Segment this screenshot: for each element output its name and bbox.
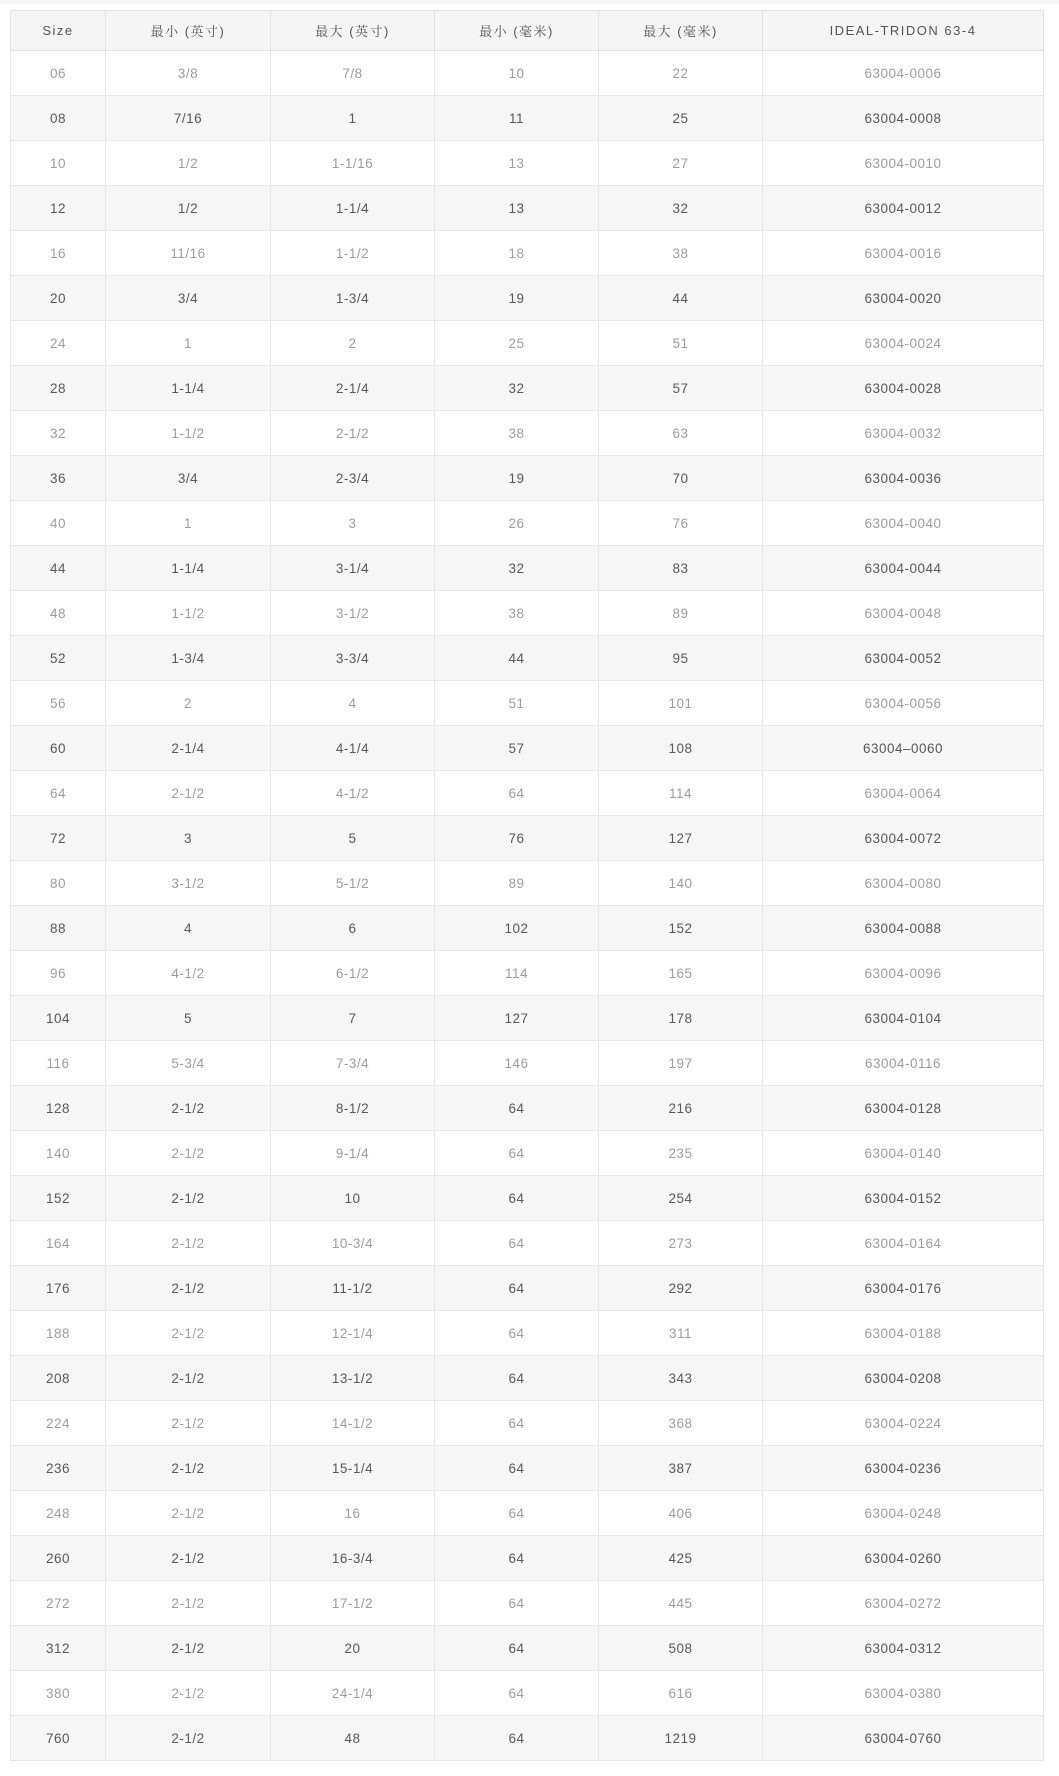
table-cell: 178 bbox=[599, 996, 763, 1041]
table-cell: 7/8 bbox=[271, 51, 435, 96]
table-cell: 311 bbox=[599, 1311, 763, 1356]
table-cell: 508 bbox=[599, 1626, 763, 1671]
table-cell: 64 bbox=[435, 1401, 599, 1446]
table-cell: 760 bbox=[11, 1716, 106, 1761]
table-cell: 343 bbox=[599, 1356, 763, 1401]
table-cell: 152 bbox=[599, 906, 763, 951]
table-cell: 2-1/2 bbox=[106, 1671, 271, 1716]
table-cell: 425 bbox=[599, 1536, 763, 1581]
table-cell: 63004-0032 bbox=[763, 411, 1044, 456]
table-cell: 51 bbox=[435, 681, 599, 726]
table-cell: 63004-0140 bbox=[763, 1131, 1044, 1176]
table-cell: 2-3/4 bbox=[271, 456, 435, 501]
table-row bbox=[11, 411, 1044, 456]
table-cell: 128 bbox=[11, 1086, 106, 1131]
table-cell: 3-3/4 bbox=[271, 636, 435, 681]
table-cell: 1 bbox=[106, 501, 271, 546]
table-cell: 1-1/4 bbox=[271, 186, 435, 231]
table-cell: 4-1/2 bbox=[271, 771, 435, 816]
column-header-5: IDEAL-TRIDON 63-4 bbox=[763, 11, 1044, 51]
table-cell: 57 bbox=[435, 726, 599, 771]
table-cell: 32 bbox=[435, 366, 599, 411]
table-cell: 19 bbox=[435, 456, 599, 501]
table-cell: 2-1/2 bbox=[106, 1221, 271, 1266]
table-row bbox=[11, 96, 1044, 141]
table-row bbox=[11, 321, 1044, 366]
table-cell: 63004-0036 bbox=[763, 456, 1044, 501]
table-cell: 52 bbox=[11, 636, 106, 681]
table-cell: 72 bbox=[11, 816, 106, 861]
table-cell: 11-1/2 bbox=[271, 1266, 435, 1311]
table-cell: 36 bbox=[11, 456, 106, 501]
table-row bbox=[11, 231, 1044, 276]
table-cell: 63004-0152 bbox=[763, 1176, 1044, 1221]
table-row bbox=[11, 1581, 1044, 1626]
table-cell: 10 bbox=[271, 1176, 435, 1221]
table-cell: 14-1/2 bbox=[271, 1401, 435, 1446]
table-cell: 188 bbox=[11, 1311, 106, 1356]
table-cell: 96 bbox=[11, 951, 106, 996]
table-cell: 89 bbox=[599, 591, 763, 636]
table-cell: 2-1/2 bbox=[106, 1716, 271, 1761]
table-row bbox=[11, 861, 1044, 906]
table-cell: 76 bbox=[435, 816, 599, 861]
table-cell: 3-1/2 bbox=[271, 591, 435, 636]
table-cell: 60 bbox=[11, 726, 106, 771]
table-cell: 2-1/2 bbox=[106, 1131, 271, 1176]
table-row bbox=[11, 636, 1044, 681]
table-cell: 25 bbox=[435, 321, 599, 366]
table-row bbox=[11, 681, 1044, 726]
table-cell: 63004-0012 bbox=[763, 186, 1044, 231]
table-cell: 63004-0006 bbox=[763, 51, 1044, 96]
table-cell: 63004-0010 bbox=[763, 141, 1044, 186]
table-cell: 64 bbox=[435, 1311, 599, 1356]
table-cell: 63004-0116 bbox=[763, 1041, 1044, 1086]
table-cell: 2-1/2 bbox=[271, 411, 435, 456]
table-row bbox=[11, 906, 1044, 951]
table-cell: 2-1/2 bbox=[106, 1311, 271, 1356]
table-cell: 64 bbox=[435, 1536, 599, 1581]
table-cell: 254 bbox=[599, 1176, 763, 1221]
table-cell: 32 bbox=[11, 411, 106, 456]
table-cell: 64 bbox=[435, 1671, 599, 1716]
table-cell: 26 bbox=[435, 501, 599, 546]
table-row bbox=[11, 996, 1044, 1041]
table-cell: 1-1/2 bbox=[106, 411, 271, 456]
table-cell: 57 bbox=[599, 366, 763, 411]
table-cell: 7/16 bbox=[106, 96, 271, 141]
table-cell: 292 bbox=[599, 1266, 763, 1311]
table-cell: 56 bbox=[11, 681, 106, 726]
table-cell: 9-1/4 bbox=[271, 1131, 435, 1176]
table-cell: 64 bbox=[435, 1131, 599, 1176]
table-cell: 70 bbox=[599, 456, 763, 501]
table-cell: 2-1/2 bbox=[106, 1446, 271, 1491]
table-cell: 63004-0020 bbox=[763, 276, 1044, 321]
table-cell: 63004-0064 bbox=[763, 771, 1044, 816]
table-cell: 63004-0080 bbox=[763, 861, 1044, 906]
table-row bbox=[11, 1446, 1044, 1491]
table-row bbox=[11, 51, 1044, 96]
table-cell: 101 bbox=[599, 681, 763, 726]
table-cell: 2-1/2 bbox=[106, 1086, 271, 1131]
table-cell: 83 bbox=[599, 546, 763, 591]
table-row bbox=[11, 276, 1044, 321]
table-cell: 3 bbox=[271, 501, 435, 546]
table-cell: 10 bbox=[435, 51, 599, 96]
table-cell: 1 bbox=[106, 321, 271, 366]
table-row bbox=[11, 1626, 1044, 1671]
table-cell: 63004-0040 bbox=[763, 501, 1044, 546]
table-cell: 2-1/2 bbox=[106, 1266, 271, 1311]
table-cell: 63004-0248 bbox=[763, 1491, 1044, 1536]
table-cell: 64 bbox=[11, 771, 106, 816]
column-header-4: 最大 (毫米) bbox=[599, 11, 763, 51]
table-cell: 1-1/4 bbox=[106, 546, 271, 591]
table-cell: 2-1/2 bbox=[106, 1491, 271, 1536]
table-cell: 2-1/2 bbox=[106, 1626, 271, 1671]
table-cell: 22 bbox=[599, 51, 763, 96]
table-header-row bbox=[11, 11, 1044, 51]
table-cell: 272 bbox=[11, 1581, 106, 1626]
table-cell: 2 bbox=[106, 681, 271, 726]
table-cell: 48 bbox=[11, 591, 106, 636]
table-cell: 63004-0024 bbox=[763, 321, 1044, 366]
table-cell: 260 bbox=[11, 1536, 106, 1581]
column-header-3: 最小 (毫米) bbox=[435, 11, 599, 51]
table-cell: 273 bbox=[599, 1221, 763, 1266]
table-cell: 2-1/2 bbox=[106, 1176, 271, 1221]
table-cell: 11 bbox=[435, 96, 599, 141]
table-cell: 63004-0052 bbox=[763, 636, 1044, 681]
table-cell: 6 bbox=[271, 906, 435, 951]
table-cell: 16-3/4 bbox=[271, 1536, 435, 1581]
table-row bbox=[11, 501, 1044, 546]
table-cell: 2-1/4 bbox=[106, 726, 271, 771]
table-cell: 63004-0272 bbox=[763, 1581, 1044, 1626]
table-cell: 20 bbox=[271, 1626, 435, 1671]
table-cell: 3 bbox=[106, 816, 271, 861]
table-cell: 140 bbox=[599, 861, 763, 906]
table-cell: 63004-0224 bbox=[763, 1401, 1044, 1446]
table-cell: 24 bbox=[11, 321, 106, 366]
column-header-2: 最大 (英寸) bbox=[271, 11, 435, 51]
table-row bbox=[11, 1401, 1044, 1446]
table-cell: 88 bbox=[11, 906, 106, 951]
table-cell: 63004-0056 bbox=[763, 681, 1044, 726]
table-cell: 63004-0028 bbox=[763, 366, 1044, 411]
table-cell: 63004-0380 bbox=[763, 1671, 1044, 1716]
table-cell: 224 bbox=[11, 1401, 106, 1446]
table-cell: 13 bbox=[435, 186, 599, 231]
table-row bbox=[11, 456, 1044, 501]
table-cell: 15-1/4 bbox=[271, 1446, 435, 1491]
column-header-1: 最小 (英寸) bbox=[106, 11, 271, 51]
table-cell: 146 bbox=[435, 1041, 599, 1086]
table-cell: 64 bbox=[435, 1626, 599, 1671]
hose-clamp-size-table bbox=[10, 10, 1044, 1761]
table-cell: 1-3/4 bbox=[271, 276, 435, 321]
table-cell: 63004-0760 bbox=[763, 1716, 1044, 1761]
table-cell: 63004-0312 bbox=[763, 1626, 1044, 1671]
table-cell: 102 bbox=[435, 906, 599, 951]
table-cell: 2-1/2 bbox=[106, 1401, 271, 1446]
table-cell: 7 bbox=[271, 996, 435, 1041]
table-cell: 235 bbox=[599, 1131, 763, 1176]
table-cell: 8-1/2 bbox=[271, 1086, 435, 1131]
table-cell: 7-3/4 bbox=[271, 1041, 435, 1086]
table-cell: 1/2 bbox=[106, 186, 271, 231]
table-cell: 63004-0188 bbox=[763, 1311, 1044, 1356]
table-cell: 89 bbox=[435, 861, 599, 906]
table-cell: 2-1/2 bbox=[106, 1356, 271, 1401]
table-cell: 236 bbox=[11, 1446, 106, 1491]
table-cell: 2 bbox=[271, 321, 435, 366]
table-cell: 44 bbox=[11, 546, 106, 591]
table-row bbox=[11, 771, 1044, 816]
table-row bbox=[11, 1041, 1044, 1086]
table-cell: 1-1/2 bbox=[106, 591, 271, 636]
table-cell: 104 bbox=[11, 996, 106, 1041]
table-cell: 5 bbox=[106, 996, 271, 1041]
table-cell: 40 bbox=[11, 501, 106, 546]
table-cell: 64 bbox=[435, 1221, 599, 1266]
table-cell: 445 bbox=[599, 1581, 763, 1626]
table-row bbox=[11, 591, 1044, 636]
size-table-container bbox=[10, 10, 1044, 1761]
table-cell: 1 bbox=[271, 96, 435, 141]
table-cell: 176 bbox=[11, 1266, 106, 1311]
table-cell: 13 bbox=[435, 141, 599, 186]
table-cell: 76 bbox=[599, 501, 763, 546]
table-cell: 32 bbox=[599, 186, 763, 231]
table-cell: 3/4 bbox=[106, 276, 271, 321]
table-cell: 17-1/2 bbox=[271, 1581, 435, 1626]
table-row bbox=[11, 816, 1044, 861]
table-cell: 16 bbox=[11, 231, 106, 276]
table-cell: 08 bbox=[11, 96, 106, 141]
table-row bbox=[11, 951, 1044, 996]
table-cell: 5-3/4 bbox=[106, 1041, 271, 1086]
table-cell: 44 bbox=[599, 276, 763, 321]
table-cell: 164 bbox=[11, 1221, 106, 1266]
table-cell: 208 bbox=[11, 1356, 106, 1401]
table-cell: 3-1/2 bbox=[106, 861, 271, 906]
table-cell: 12-1/4 bbox=[271, 1311, 435, 1356]
table-cell: 64 bbox=[435, 1581, 599, 1626]
table-cell: 1/2 bbox=[106, 141, 271, 186]
table-cell: 64 bbox=[435, 1176, 599, 1221]
table-cell: 2-1/2 bbox=[106, 771, 271, 816]
table-cell: 2-1/2 bbox=[106, 1536, 271, 1581]
table-row bbox=[11, 1221, 1044, 1266]
table-cell: 616 bbox=[599, 1671, 763, 1716]
table-cell: 63004-0088 bbox=[763, 906, 1044, 951]
table-cell: 248 bbox=[11, 1491, 106, 1536]
table-cell: 80 bbox=[11, 861, 106, 906]
table-row bbox=[11, 1356, 1044, 1401]
table-row bbox=[11, 1716, 1044, 1761]
table-cell: 63004-0260 bbox=[763, 1536, 1044, 1581]
table-row bbox=[11, 1176, 1044, 1221]
table-cell: 11/16 bbox=[106, 231, 271, 276]
table-cell: 63004-0104 bbox=[763, 996, 1044, 1041]
table-row bbox=[11, 1086, 1044, 1131]
table-row bbox=[11, 1311, 1044, 1356]
table-cell: 18 bbox=[435, 231, 599, 276]
table-cell: 63004-0048 bbox=[763, 591, 1044, 636]
table-cell: 19 bbox=[435, 276, 599, 321]
table-cell: 63004-0072 bbox=[763, 816, 1044, 861]
table-cell: 4-1/2 bbox=[106, 951, 271, 996]
table-cell: 64 bbox=[435, 1716, 599, 1761]
table-cell: 114 bbox=[435, 951, 599, 996]
table-row bbox=[11, 1491, 1044, 1536]
column-header-0: Size bbox=[11, 11, 106, 51]
table-cell: 64 bbox=[435, 771, 599, 816]
table-cell: 95 bbox=[599, 636, 763, 681]
table-cell: 1-1/2 bbox=[271, 231, 435, 276]
table-cell: 114 bbox=[599, 771, 763, 816]
table-row bbox=[11, 1671, 1044, 1716]
table-cell: 140 bbox=[11, 1131, 106, 1176]
table-cell: 1-1/4 bbox=[106, 366, 271, 411]
table-cell: 6-1/2 bbox=[271, 951, 435, 996]
table-cell: 1219 bbox=[599, 1716, 763, 1761]
table-cell: 63 bbox=[599, 411, 763, 456]
table-cell: 216 bbox=[599, 1086, 763, 1131]
table-row bbox=[11, 366, 1044, 411]
table-cell: 368 bbox=[599, 1401, 763, 1446]
table-row bbox=[11, 1131, 1044, 1176]
table-cell: 63004-0176 bbox=[763, 1266, 1044, 1311]
table-cell: 3/4 bbox=[106, 456, 271, 501]
table-cell: 197 bbox=[599, 1041, 763, 1086]
table-cell: 63004-0044 bbox=[763, 546, 1044, 591]
table-cell: 32 bbox=[435, 546, 599, 591]
table-cell: 3-1/4 bbox=[271, 546, 435, 591]
table-cell: 1-1/16 bbox=[271, 141, 435, 186]
table-row bbox=[11, 546, 1044, 591]
table-cell: 152 bbox=[11, 1176, 106, 1221]
table-cell: 380 bbox=[11, 1671, 106, 1716]
table-row bbox=[11, 141, 1044, 186]
table-cell: 20 bbox=[11, 276, 106, 321]
table-cell: 4 bbox=[271, 681, 435, 726]
table-cell: 64 bbox=[435, 1446, 599, 1491]
table-cell: 64 bbox=[435, 1086, 599, 1131]
table-cell: 3/8 bbox=[106, 51, 271, 96]
table-cell: 38 bbox=[435, 411, 599, 456]
table-cell: 27 bbox=[599, 141, 763, 186]
table-cell: 63004-0128 bbox=[763, 1086, 1044, 1131]
table-row bbox=[11, 726, 1044, 771]
table-cell: 38 bbox=[435, 591, 599, 636]
table-row bbox=[11, 1536, 1044, 1581]
table-cell: 63004-0164 bbox=[763, 1221, 1044, 1266]
table-cell: 387 bbox=[599, 1446, 763, 1491]
table-cell: 16 bbox=[271, 1491, 435, 1536]
table-cell: 64 bbox=[435, 1356, 599, 1401]
table-cell: 127 bbox=[599, 816, 763, 861]
table-cell: 116 bbox=[11, 1041, 106, 1086]
table-cell: 28 bbox=[11, 366, 106, 411]
table-cell: 406 bbox=[599, 1491, 763, 1536]
top-divider bbox=[0, 0, 1059, 4]
table-cell: 63004-0016 bbox=[763, 231, 1044, 276]
table-row bbox=[11, 1266, 1044, 1311]
table-cell: 12 bbox=[11, 186, 106, 231]
table-cell: 5 bbox=[271, 816, 435, 861]
table-cell: 10 bbox=[11, 141, 106, 186]
table-cell: 51 bbox=[599, 321, 763, 366]
table-cell: 63004-0236 bbox=[763, 1446, 1044, 1491]
table-cell: 64 bbox=[435, 1266, 599, 1311]
table-cell: 48 bbox=[271, 1716, 435, 1761]
table-cell: 10-3/4 bbox=[271, 1221, 435, 1266]
table-cell: 4 bbox=[106, 906, 271, 951]
table-cell: 127 bbox=[435, 996, 599, 1041]
table-cell: 06 bbox=[11, 51, 106, 96]
table-cell: 2-1/4 bbox=[271, 366, 435, 411]
table-cell: 4-1/4 bbox=[271, 726, 435, 771]
table-body bbox=[11, 51, 1044, 1761]
table-cell: 64 bbox=[435, 1491, 599, 1536]
table-cell: 5-1/2 bbox=[271, 861, 435, 906]
table-cell: 24-1/4 bbox=[271, 1671, 435, 1716]
table-cell: 2-1/2 bbox=[106, 1581, 271, 1626]
table-cell: 44 bbox=[435, 636, 599, 681]
table-cell: 13-1/2 bbox=[271, 1356, 435, 1401]
table-row bbox=[11, 186, 1044, 231]
table-cell: 165 bbox=[599, 951, 763, 996]
table-cell: 312 bbox=[11, 1626, 106, 1671]
table-cell: 38 bbox=[599, 231, 763, 276]
table-cell: 108 bbox=[599, 726, 763, 771]
table-cell: 63004-0096 bbox=[763, 951, 1044, 996]
table-cell: 63004–0060 bbox=[763, 726, 1044, 771]
table-cell: 1-3/4 bbox=[106, 636, 271, 681]
table-cell: 63004-0008 bbox=[763, 96, 1044, 141]
table-cell: 63004-0208 bbox=[763, 1356, 1044, 1401]
table-cell: 25 bbox=[599, 96, 763, 141]
